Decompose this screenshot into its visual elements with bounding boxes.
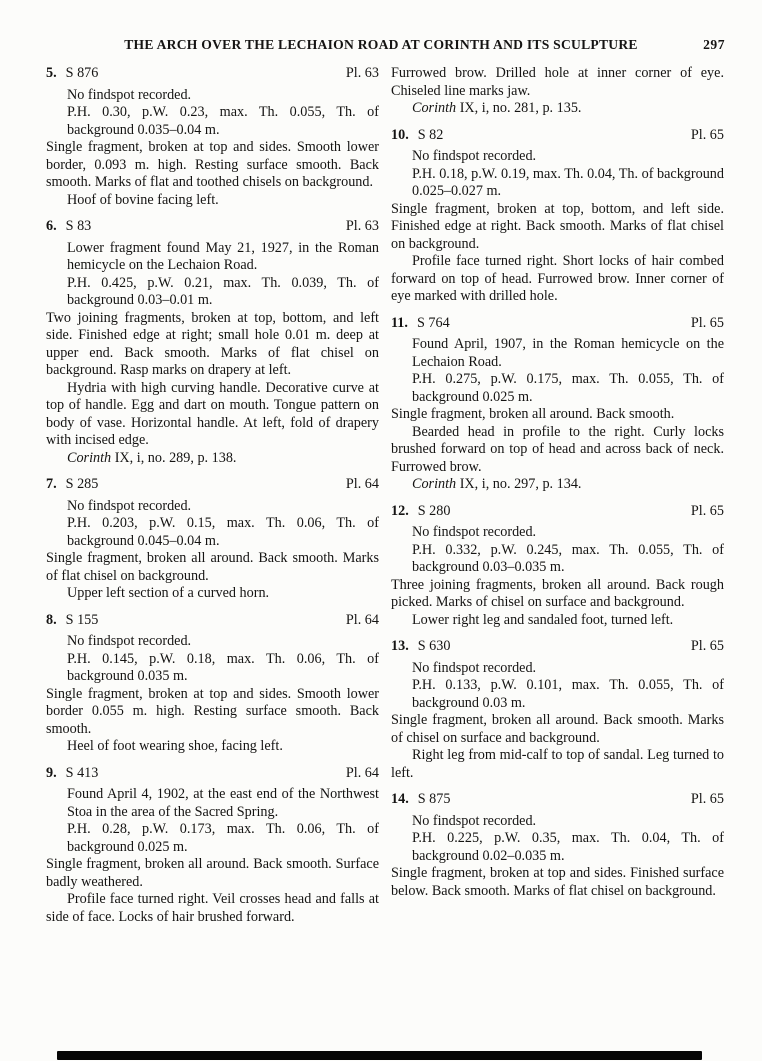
entry-paragraph: P.H. 0.225, p.W. 0.35, max. Th. 0.04, Th. of background 0.02–0.035 m. xyxy=(412,830,724,864)
entry-paragraph: Single fragment, broken all around. Back smooth. Marks of chisel on surface and background. xyxy=(391,712,724,746)
entry-heading xyxy=(46,476,379,494)
entry-paragraph: Single fragment, broken all around. Back smooth. xyxy=(391,406,675,422)
entry-number: 7. xyxy=(46,476,57,492)
entry-paragraph: Profile face turned right. Veil crosses head and falls at side of face. Locks of hair brushed forward. xyxy=(46,891,379,925)
entry-paragraph: Hydria with high curving handle. Decorative curve at top of handle. Egg and dart on mouth. Tongue pattern on body of vase. Horizontal handle. At left, fold of drapery with incised edge. xyxy=(46,379,379,448)
series-title-italic: Corinth xyxy=(67,449,112,466)
entry-plate-ref: Pl. 64 xyxy=(345,476,379,492)
right-column xyxy=(391,65,724,926)
entry-plate-ref: Pl. 63 xyxy=(345,218,379,234)
entry-paragraph: Profile face turned right. Short locks of hair combed forward on top of head. Furrowed brow. Inner corner of eye marked with drilled hole. xyxy=(391,253,724,304)
entry-paragraph: P.H. 0.28, p.W. 0.173, max. Th. 0.06, Th. of background 0.025 m. xyxy=(67,821,379,855)
entry-paragraph: P.H. 0.145, p.W. 0.18, max. Th. 0.06, Th. of background 0.035 m. xyxy=(67,650,379,684)
entry-paragraph: No findspot recorded. xyxy=(67,86,192,103)
entry-paragraph: Found April 4, 1902, at the east end of the Northwest Stoa in the area of the Sacred Spring. xyxy=(67,786,379,820)
entry-paragraph: P.H. 0.133, p.W. 0.101, max. Th. 0.055, Th. of background 0.03 m. xyxy=(412,677,724,711)
entry-reference: Corinth IX, i, no. 289, p. 138. xyxy=(67,449,237,466)
entry-heading xyxy=(391,315,724,333)
entry-heading xyxy=(391,638,724,656)
entry-paragraph: Single fragment, broken at top and sides. Finished surface below. Back smooth. Marks of flat chisel on background. xyxy=(391,865,724,899)
entry-paragraph: Upper left section of a curved horn. xyxy=(67,585,270,601)
entry-paragraph: Bearded head in profile to the right. Curly locks brushed forward on top of head and across back of neck. Furrowed brow. xyxy=(391,423,724,475)
entry-paragraph: P.H. 0.203, p.W. 0.15, max. Th. 0.06, Th. of background 0.045–0.04 m. xyxy=(67,515,379,549)
catalog-entry xyxy=(391,791,724,900)
entry-paragraph: Single fragment, broken at top and sides. Smooth lower border, 0.093 m. high. Resting surface smooth. Back smooth. Marks of flat and toothed chisels on background. xyxy=(46,139,379,190)
catalog-entry xyxy=(391,127,724,306)
catalog-entry xyxy=(391,503,724,630)
page-number: 297 xyxy=(703,37,725,52)
entry-plate-ref: Pl. 63 xyxy=(345,65,379,81)
catalog-entry xyxy=(46,612,379,756)
entry-catalog-id: S 630 xyxy=(417,638,451,654)
entry-catalog-id: S 764 xyxy=(416,314,450,331)
entry-number: 14. xyxy=(391,791,409,807)
entry-paragraph: Single fragment, broken all around. Back smooth. Marks of flat chisel on background. xyxy=(46,550,379,584)
entry-number: 11. xyxy=(391,314,408,331)
entry-paragraph: Single fragment, broken at top and sides. Smooth lower border 0.055 m. high. Resting surface smooth. Back smooth. xyxy=(46,685,379,737)
catalog-entry xyxy=(46,476,379,603)
entry-paragraph: No findspot recorded. xyxy=(67,497,192,514)
entry-plate-ref: Pl. 64 xyxy=(345,611,379,628)
entry-paragraph: Lower right leg and sandaled foot, turned left. xyxy=(412,611,674,628)
entry-reference: Corinth IX, i, no. 281, p. 135. xyxy=(412,100,582,116)
entry-paragraph: Single fragment, broken all around. Back smooth. Surface badly weathered. xyxy=(46,856,379,890)
entry-plate-ref: Pl. 64 xyxy=(345,764,379,781)
entry-heading xyxy=(46,765,379,783)
entry-paragraph: P.H. 0.425, p.W. 0.21, max. Th. 0.039, Th. of background 0.03–0.01 m. xyxy=(67,274,379,308)
entry-paragraph: No findspot recorded. xyxy=(412,148,537,164)
entry-catalog-id: S 876 xyxy=(65,65,99,81)
entry-paragraph: Found April, 1907, in the Roman hemicycle on the Lechaion Road. xyxy=(412,336,724,370)
scan-artifact-bar xyxy=(57,1051,702,1060)
entry-plate-ref: Pl. 65 xyxy=(690,791,724,807)
entry-catalog-id: S 875 xyxy=(417,791,451,807)
entry-paragraph: Furrowed brow. Drilled hole at inner corner of eye. Chiseled line marks jaw. xyxy=(391,65,724,99)
entry-number: 8. xyxy=(46,611,57,628)
entry-number: 9. xyxy=(46,764,57,781)
entry-heading xyxy=(46,218,379,236)
catalog-entry xyxy=(391,315,724,494)
entry-catalog-id: S 82 xyxy=(417,126,444,143)
two-column-text-area xyxy=(0,65,762,926)
entry-heading xyxy=(46,65,379,83)
entry-catalog-id: S 413 xyxy=(65,764,99,781)
entry-plate-ref: Pl. 65 xyxy=(690,638,724,654)
catalog-entry xyxy=(46,765,379,927)
entry-number: 13. xyxy=(391,638,409,654)
running-head xyxy=(0,37,762,53)
entry-paragraph: No findspot recorded. xyxy=(412,659,537,676)
entry-paragraph: P.H. 0.332, p.W. 0.245, max. Th. 0.055, Th. of background 0.03–0.035 m. xyxy=(412,541,724,575)
entry-catalog-id: S 280 xyxy=(417,502,451,519)
left-column xyxy=(46,65,379,926)
entry-heading xyxy=(391,127,724,145)
entry-paragraph: No findspot recorded. xyxy=(67,633,192,649)
entry-paragraph: No findspot recorded. xyxy=(412,524,537,540)
entry-plate-ref: Pl. 65 xyxy=(690,314,724,331)
entry-paragraph: Heel of foot wearing shoe, facing left. xyxy=(67,738,283,754)
entry-catalog-id: S 83 xyxy=(65,218,92,234)
entry-continuation xyxy=(391,65,724,118)
entry-plate-ref: Pl. 65 xyxy=(690,502,724,519)
page-title: THE ARCH OVER THE LECHAION ROAD AT CORINTH AND ITS SCULPTURE xyxy=(124,37,638,52)
entry-paragraph: Right leg from mid-calf to top of sandal. Leg turned to left. xyxy=(391,747,724,781)
entry-number: 6. xyxy=(46,218,57,234)
catalog-entry xyxy=(391,638,724,782)
series-title-italic: Corinth xyxy=(412,100,457,116)
entry-reference: Corinth IX, i, no. 297, p. 134. xyxy=(412,476,582,492)
entry-paragraph: Two joining fragments, broken at top, bottom, and left side. Finished edge at right; small hole 0.01 m. deep at upper end. Back smooth. Marks of flat chisel on background. Rasp marks on drapery at left. xyxy=(46,309,379,378)
entry-number: 10. xyxy=(391,126,409,143)
entry-number: 12. xyxy=(391,502,409,519)
catalog-entry xyxy=(46,218,379,467)
entry-paragraph: P.H. 0.275, p.W. 0.175, max. Th. 0.055, Th. of background 0.025 m. xyxy=(412,371,724,405)
entry-paragraph: P.H. 0.18, p.W. 0.19, max. Th. 0.04, Th. of background 0.025–0.027 m. xyxy=(412,165,724,199)
entry-paragraph: Hoof of bovine facing left. xyxy=(67,191,219,208)
entry-paragraph: Single fragment, broken at top, bottom, and left side. Finished edge at right. Back smooth. Marks of flat chisel on background. xyxy=(391,200,724,252)
entry-catalog-id: S 155 xyxy=(65,611,99,628)
entry-paragraph: Three joining fragments, broken all around. Back rough picked. Marks of chisel on surface and background. xyxy=(391,576,724,610)
entry-heading xyxy=(391,791,724,809)
entry-paragraph: P.H. 0.30, p.W. 0.23, max. Th. 0.055, Th. of background 0.035–0.04 m. xyxy=(67,104,379,138)
entry-plate-ref: Pl. 65 xyxy=(690,126,724,143)
entry-catalog-id: S 285 xyxy=(65,476,99,492)
entry-heading xyxy=(46,612,379,630)
entry-paragraph: Lower fragment found May 21, 1927, in the Roman hemicycle on the Lechaion Road. xyxy=(67,239,379,273)
series-title-italic: Corinth xyxy=(412,476,457,492)
entry-heading xyxy=(391,503,724,521)
entry-paragraph: No findspot recorded. xyxy=(412,812,537,829)
catalog-entry xyxy=(46,65,379,209)
entry-number: 5. xyxy=(46,65,57,81)
